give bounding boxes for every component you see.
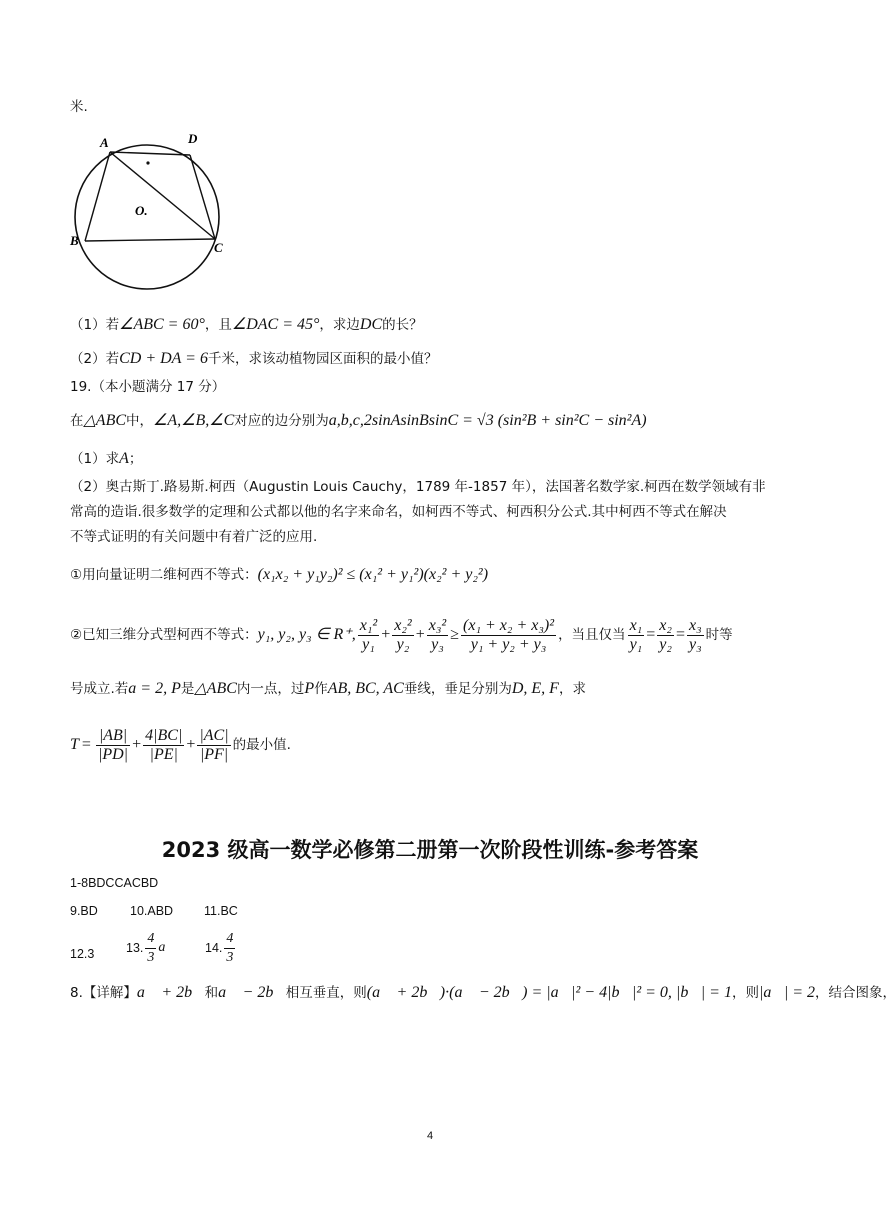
q19-sub2-end: 时等: [705, 627, 733, 643]
answer-row-1-8: 1-8BDCCACBD: [70, 876, 159, 890]
q19-line-b2: a = 2, P: [128, 680, 181, 697]
q19-part2-line3: 不等式证明的有关问题中有着广泛的应用.: [70, 529, 318, 545]
q19-line-b10: D, E, F: [511, 680, 559, 697]
answer-title: 2023 级高一数学必修第二册第一次阶段性训练-参考答案: [161, 838, 699, 862]
q18-part2: [70, 350, 437, 368]
q18-p1-ask: ，求边: [319, 317, 360, 333]
label-O: O.: [135, 203, 148, 218]
q18-p2-prefix: （2）若: [70, 351, 120, 367]
q19-stem-angles: ∠A,∠B,∠C: [153, 412, 235, 429]
q19-sub2-text: ②已知三维分式型柯西不等式：: [70, 627, 258, 643]
detail-perp: 相互垂直，则: [285, 985, 367, 1001]
q19-stem-equation: 2sinAsinBsinC = √3 (sin²B + sin²C − sin²A): [363, 412, 647, 429]
answer-10: 10.ABD: [130, 904, 174, 918]
q19-sub1: [70, 566, 488, 584]
answer-9: 9.BD: [70, 904, 98, 918]
q19-stem-c: 对应的边分别为: [234, 413, 329, 429]
q18-p1-mid: ，且: [204, 317, 232, 333]
q19-line-b1: 号成立.若: [70, 681, 129, 697]
detail-result: |a⃗| = 2: [758, 984, 816, 1001]
q19-header: 19.（本小题满分 17 分）: [70, 379, 226, 395]
frac-4BC-PE: $\frac{4|BC|}{|PE|}$: [145, 726, 183, 763]
q19-sub1-formula: (x₁x₂ + y₁y₂)² ≤ (x₁² + y₁²)(x₂² + y₂²): [257, 566, 489, 583]
q19-line-b5: 内一点，过: [236, 681, 305, 697]
frac-AC-PF: $\frac{|AC|}{|PF|}$: [199, 726, 229, 763]
q19-part2-line1: （2）奥古斯丁.路易斯.柯西（Augustin Louis Cauchy，1789 年-1857 年），法国著名数学家.柯西在数学领域有非: [70, 479, 766, 495]
answer-8-detail: [70, 984, 896, 1002]
answer-14-fraction: $\frac{4}{3}$: [226, 930, 234, 965]
q19-stem-b: 中，: [126, 413, 154, 429]
frac-AB-PD: $\frac{|AB|}{|PD|}$: [97, 726, 129, 763]
q18-p2-cond: CD + DA = 6: [119, 350, 208, 367]
answer-11: 11.BC: [204, 904, 238, 918]
answer-13-vector: a⃗: [158, 940, 177, 955]
q19-line-b8: AB, BC, AC: [327, 680, 404, 697]
frac-x2-over-y2: $\frac{\text{x₂}}{\text{y₂}}$: [659, 616, 672, 653]
q18-p2-end: 千米，求该动植物园区面积的最小值？: [207, 351, 438, 367]
q19-p1-end: ；: [128, 451, 143, 467]
q19-line-b3: 是: [180, 681, 195, 697]
detail-vector-2: a⃗ − 2b⃗: [218, 984, 286, 1001]
text-fragment: 米.: [70, 99, 88, 115]
q18-p1-target: DC: [359, 316, 383, 333]
circle-quadrilateral-figure: [62, 125, 242, 295]
q19-stem-triangle: △ABC: [83, 412, 127, 429]
answer-13-prefix: 13.: [126, 941, 144, 955]
q19-stem: [70, 412, 647, 430]
frac-x3sq-over-y3: $\frac{\text{x₃²}}{\text{y₃}}$: [428, 616, 447, 653]
detail-vector-1: a⃗ + 2b⃗: [136, 984, 205, 1001]
q18-p1-prefix: （1）若: [70, 317, 120, 333]
q19-line-b4: △ABC: [194, 680, 237, 697]
q19-stem-a: 在: [70, 413, 84, 429]
q19-part1: [70, 450, 142, 468]
q18-p1-cond2: ∠DAC = 45°: [231, 316, 320, 333]
label-D: D: [188, 131, 198, 146]
q19-line-b7: 作: [314, 681, 328, 697]
detail-then: ，则: [731, 985, 759, 1001]
detail-prefix: 8.【详解】: [70, 985, 137, 1001]
page-number: 4: [426, 1130, 434, 1142]
detail-and: 和: [204, 985, 219, 1001]
q19-sub1-text: ①用向量证明二维柯西不等式：: [70, 567, 258, 583]
frac-sum-sq-over-sum: $\frac{\text{(x₁ + x₂ + x₃)²}}{\text{y₁ + y₂ + y₃}}$: [463, 616, 555, 653]
segment-AC: [110, 152, 215, 239]
answer-14: [205, 928, 237, 968]
q19-stem-sides: a,b,c,: [328, 412, 364, 429]
q18-p1-cond1: ∠ABC = 60°: [119, 316, 205, 333]
dot-mark: [146, 161, 149, 164]
segment-CB: [85, 239, 215, 241]
answer-14-prefix: 14.: [205, 941, 223, 955]
frac-x1-over-y1: $\frac{\text{x₁}}{\text{y₁}}$: [629, 616, 643, 653]
q19-p1-var: A: [119, 450, 129, 467]
q19-sub2-cond-text: ，当且仅当: [558, 627, 626, 643]
detail-equation: (a⃗ + 2b⃗)·(a⃗ − 2b⃗) = |a⃗|² − 4|b⃗|² = 0, |b⃗| = 1: [366, 984, 732, 1001]
q19-sub2: ②已知三维分式型柯西不等式： y₁, y₂, y₃ ∈ R⁺, $\frac{\text{x₁²}}{\text{y₁}}$ + $\frac{\text{x₂²}}{\text{y₂}}$ + $\frac{\text{x₃²}}{\text{y₃}}$ ≥ $\frac{\text{(x₁ + x₂ + x₃)²}}{\text{y₁ + y₂ + y₃}}$ ，当且仅当 $\frac{\text{x₁}}{\text{y₁}}$ = $\frac{\text{x₂}}{\text{y₂}}$ = $\frac{\text{x₃}}{\text{y₃}}$ 时等: [70, 616, 733, 653]
detail-end: ，结合图象，: [815, 985, 896, 1001]
q19-sub2-vars: y₁, y₂, y₃ ∈ R⁺,: [257, 626, 356, 643]
label-C: C: [214, 240, 223, 255]
q19-T-formula: T = $\frac{|AB|}{|PD|}$ + $\frac{4|BC|}{|PE|}$ + $\frac{|AC|}{|PF|}$ 的最小值.: [70, 726, 291, 763]
label-B: B: [70, 233, 79, 248]
q19-condition-line: [70, 680, 586, 698]
answer-13: [126, 928, 176, 968]
frac-x2sq-over-y2: $\frac{\text{x₂²}}{\text{y₂}}$: [394, 616, 412, 653]
label-A: A: [100, 135, 109, 150]
answer-12: 12.3: [70, 947, 95, 961]
answer-13-fraction: $\frac{4}{3}$: [147, 930, 155, 965]
frac-x3-over-y3: $\frac{\text{x₃}}{\text{y₃}}$: [688, 616, 702, 653]
q18-part1: [70, 316, 423, 334]
q19-T-end: 的最小值.: [232, 737, 291, 753]
q19-line-b9: 垂线，垂足分别为: [403, 681, 512, 697]
q19-part2-line2: 常高的造诣.很多数学的定理和公式都以他的名字来命名，如柯西不等式、柯西积分公式.其中柯西不等式在解决: [70, 504, 727, 520]
q18-p1-end: 的长？: [382, 317, 423, 333]
frac-x1sq-over-y1: $\frac{\text{x₁²}}{\text{y₁}}$: [359, 616, 378, 653]
q19-line-b11: ，求: [558, 681, 586, 697]
q19-line-b6: P: [304, 680, 315, 697]
q19-p1-text: （1）求: [70, 451, 120, 467]
segment-DC: [190, 155, 215, 239]
